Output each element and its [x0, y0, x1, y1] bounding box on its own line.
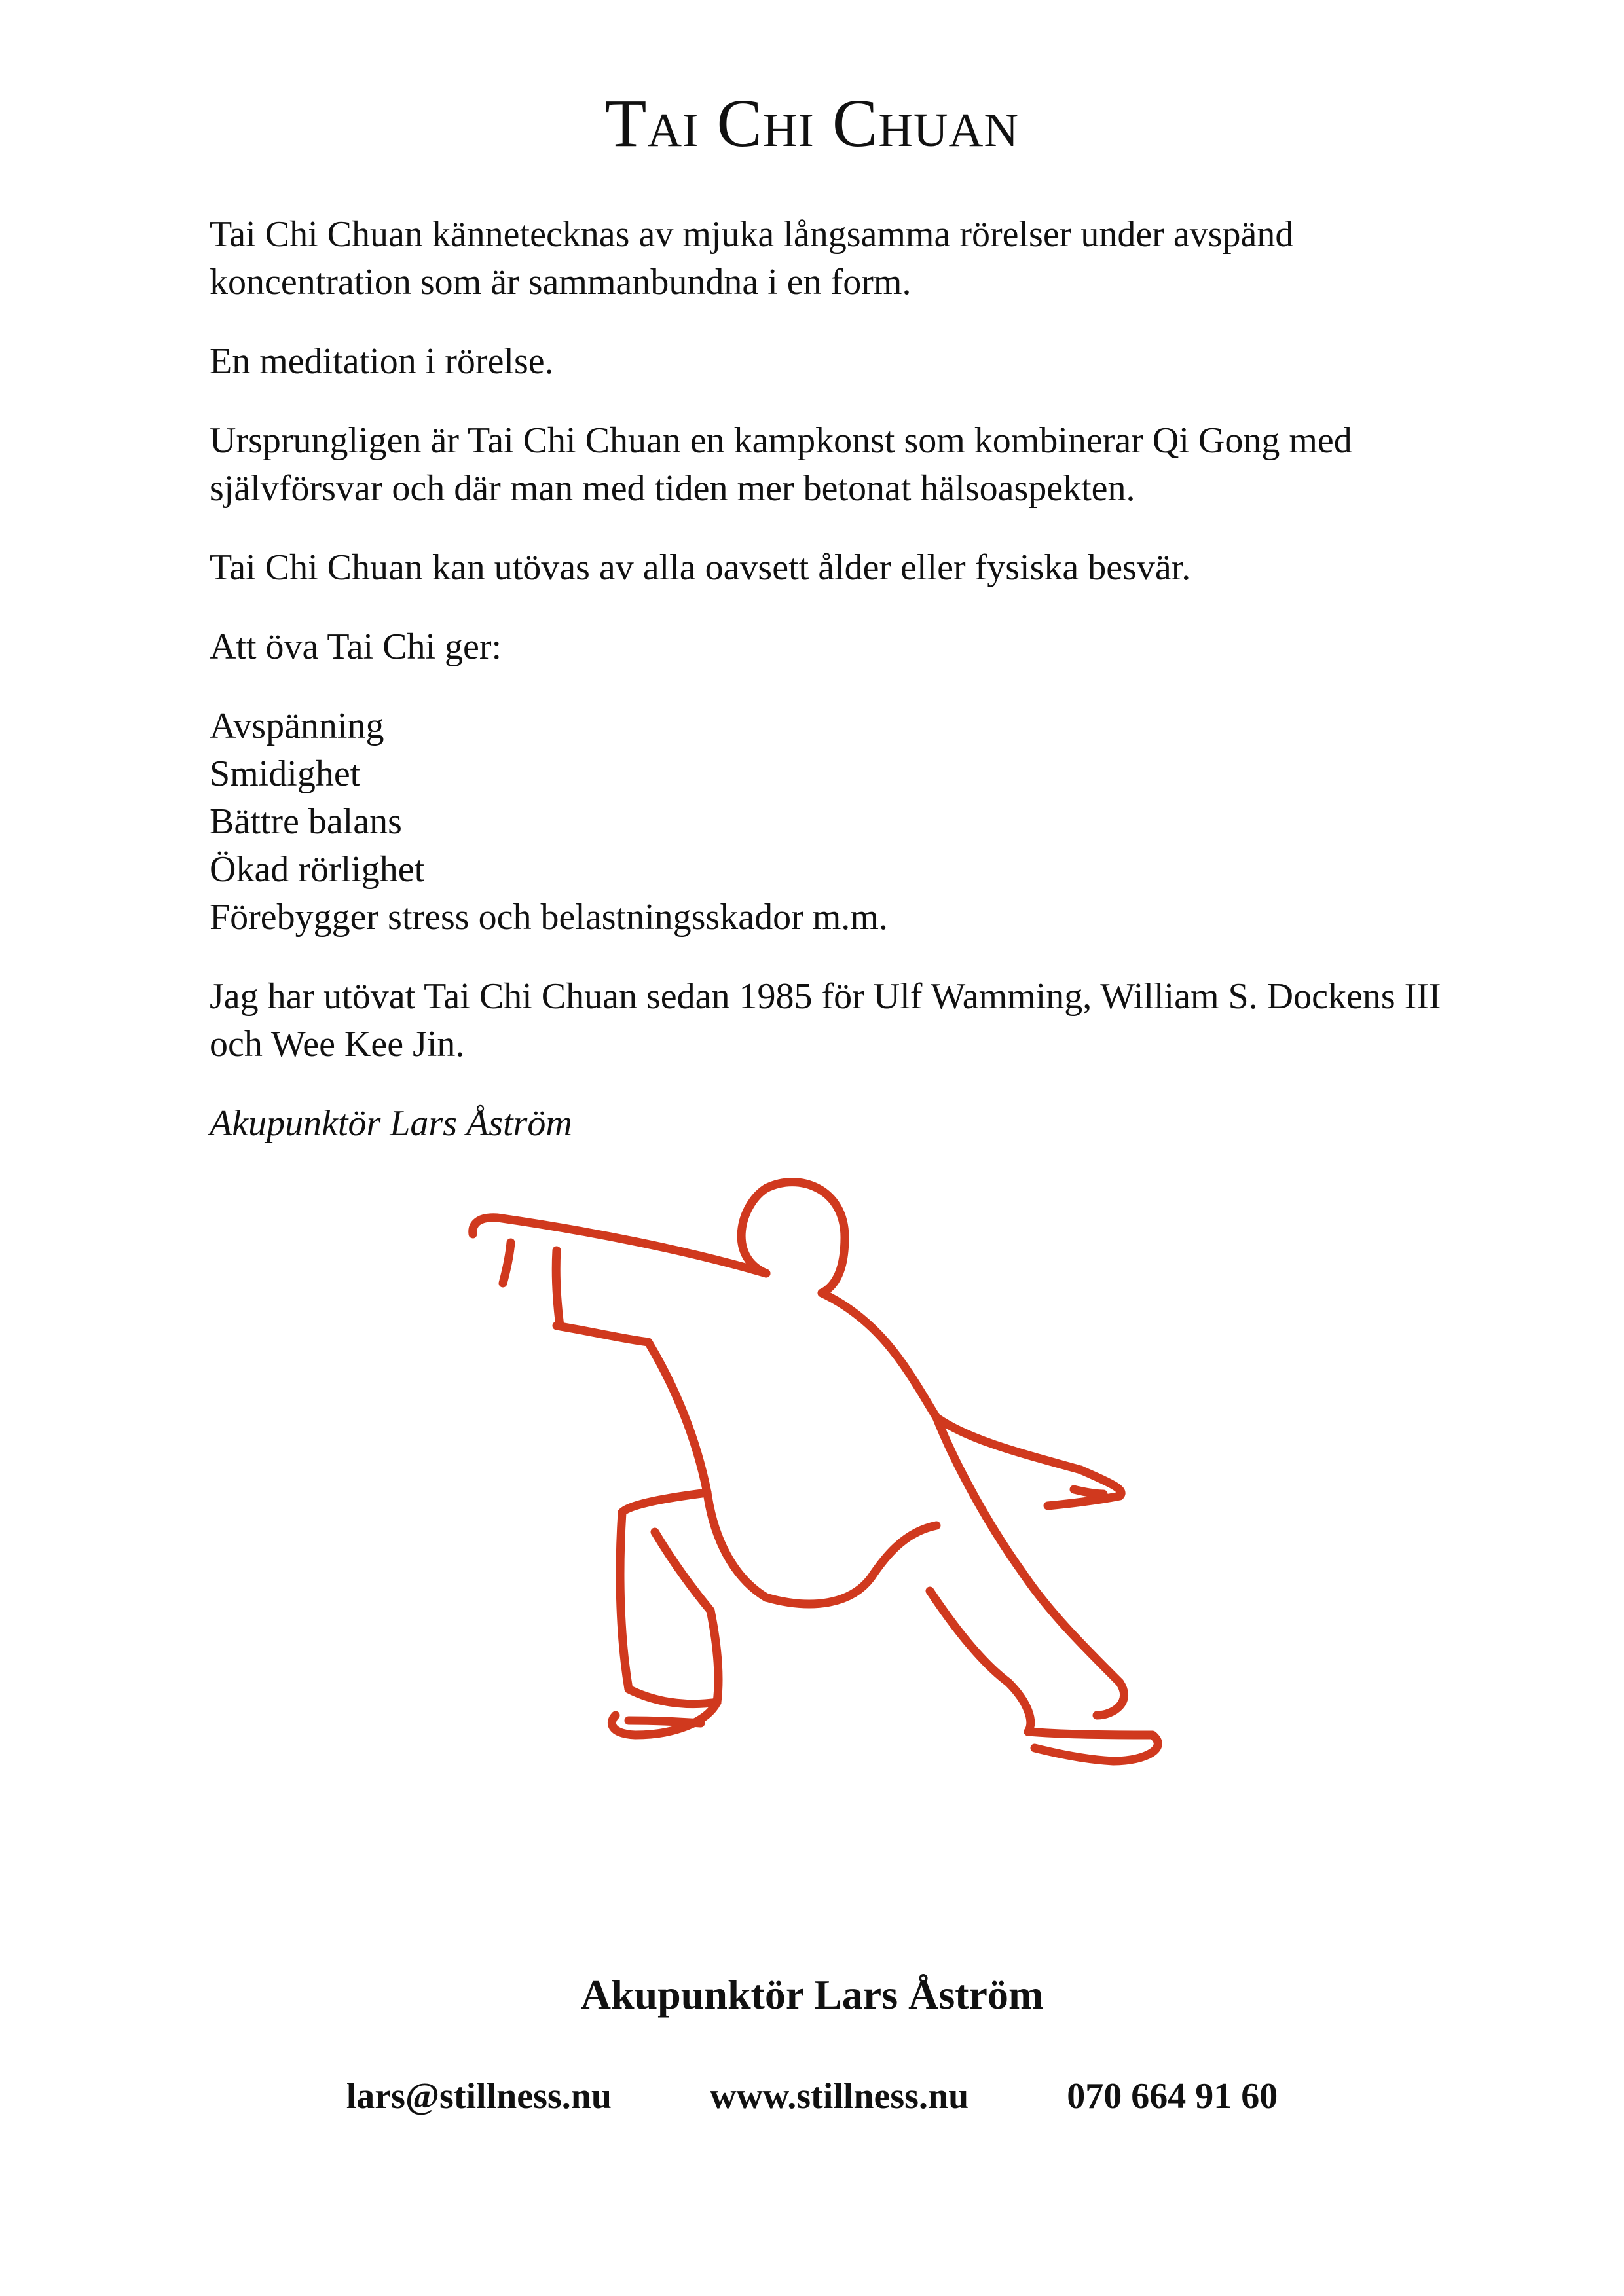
benefit-item: Smidighet [210, 754, 361, 794]
experience-paragraph: Jag har utövat Tai Chi Chuan sedan 1985 för Ulf Wamming, William S. Dockens III och Wee Kee Jin. [210, 976, 1441, 1065]
benefit-item: Ökad rörlighet [210, 849, 425, 890]
footer-contacts [0, 2075, 1624, 2117]
accessibility-paragraph: Tai Chi Chuan kan utövas av alla oavsett ålder eller fysiska besvär. [210, 547, 1191, 588]
tai-chi-figure [458, 1159, 1179, 1787]
figure-left-toe [629, 1721, 701, 1723]
figure-left-shin [655, 1532, 718, 1702]
figure-head [741, 1182, 845, 1293]
benefit-item: Bättre balans [210, 801, 402, 842]
figure-right-shin [930, 1591, 1031, 1732]
origin-paragraph: Ursprungligen är Tai Chi Chuan en kampkonst som kombinerar Qi Gong med självförsvar och där man med tiden mer betonat hälsoaspekten. [210, 420, 1352, 509]
figure-right-hand-finger [1074, 1489, 1103, 1494]
figure-hand [503, 1243, 511, 1283]
figure-torso-left [557, 1326, 766, 1597]
benefits-heading: Att öva Tai Chi ger: [210, 627, 502, 667]
footer-phone: 070 664 91 60 [1067, 2076, 1278, 2117]
figure-waist [766, 1525, 936, 1604]
main-content [210, 211, 1454, 1179]
signature: Akupunktör Lars Åström [210, 1103, 572, 1144]
figure-right-leg [936, 1417, 1124, 1715]
page-title: Tai Chi Chuan [604, 86, 1020, 161]
footer-name: Akupunktör Lars Åström [580, 1971, 1044, 2018]
benefits-list [210, 702, 1454, 941]
figure-right-foot [1028, 1732, 1158, 1761]
benefit-item: Förebygger stress och belastningsskador m.m. [210, 897, 888, 938]
figure-arm-top [473, 1218, 766, 1273]
intro-paragraph: Tai Chi Chuan kännetecknas av mjuka långsamma rörelser under avspänd koncentration som är sammanbundna i en form. [210, 214, 1294, 302]
footer-website[interactable]: www.stillness.nu [710, 2076, 969, 2117]
figure-arm-bottom [556, 1250, 560, 1326]
meditation-paragraph: En meditation i rörelse. [210, 341, 554, 382]
benefit-item: Avspänning [210, 706, 384, 746]
footer-email[interactable]: lars@stillness.nu [346, 2076, 612, 2117]
